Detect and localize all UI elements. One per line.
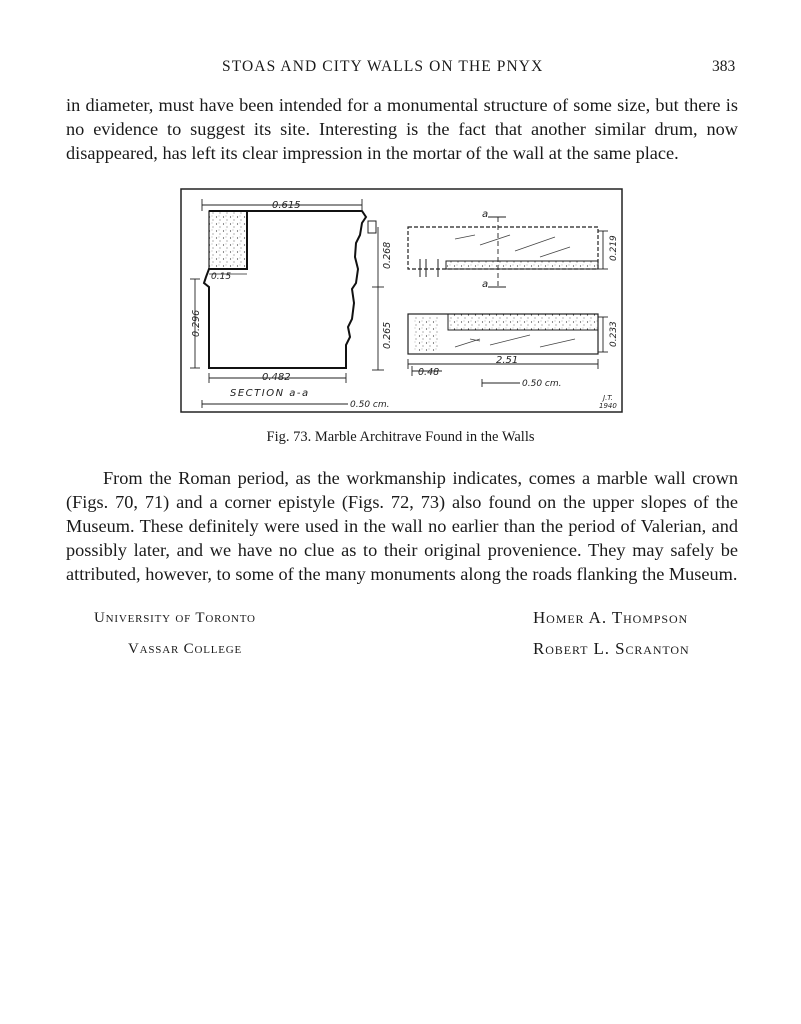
figure-architrave-drawing [180,187,623,413]
dim-upper-height: 0.268 [382,241,393,269]
moulding-detail [368,221,376,233]
architrave-drawing [180,187,623,413]
dim-offset: 0.48 [418,367,440,378]
affiliation-toronto: University of Toronto [94,610,256,626]
author-thompson: Homer A. Thompson [533,608,689,627]
scale-label-left: 0.50 cm. [350,400,390,410]
body-paragraph-2: From the Roman period, as the workmanship indicates, comes a marble wall crown (Figs. 70, 71) and a corner epistyle (Figs. 72, 73) also found on the upper slopes of the Museum. These definitely were used in the wall no earlier than the period of Valerian, and possibly later, and we have no clue as to their original provenience. They may safely be attributed, however, to some of the many monuments along the roads flanking the Museum. [66,468,738,584]
dim-length: 2.51 [496,355,519,366]
section-a-a [190,199,393,410]
dim-base-width: 0.482 [262,372,291,383]
dim-fascia: 0.15 [211,272,232,282]
page-number: 383 [712,58,736,75]
drawing-year: 1940 [599,402,617,410]
section-stippled-block [209,211,247,269]
body-paragraph-1: in diameter, must have been intended for a monumental structure of some size, but there is no evidence to suggest its site. Interesting is the fact that another similar drum, now disappeared, has left its clear impression in the mortar of the wall at the same place. [66,95,738,163]
running-head [0,58,801,80]
figure-caption: Fig. 73. Marble Architrave Found in the Walls [266,429,535,445]
dim-lower-height: 0.265 [382,321,393,349]
bottom-elevation-end [414,317,440,351]
affiliation-vassar: Vassar College [128,641,243,657]
section-mark-top: a [482,209,489,220]
dim-section-width: 0.615 [272,200,301,211]
scale-label-right: 0.50 cm. [522,379,562,389]
drafter-initials: J.T. [603,394,613,402]
elevations [408,209,619,410]
author-scranton: Robert L. Scranton [533,639,690,658]
section-mark-bottom: a [482,279,489,290]
dim-elev-bottom: 0.233 [609,321,619,347]
section-title: SECTION a-a [230,388,310,399]
dim-left-height: 0.296 [191,309,202,337]
dim-elev-top: 0.219 [609,235,619,261]
bottom-elevation-band [448,314,598,330]
top-elevation-band [446,261,598,269]
running-title: STOAS AND CITY WALLS ON THE PNYX [222,58,544,75]
